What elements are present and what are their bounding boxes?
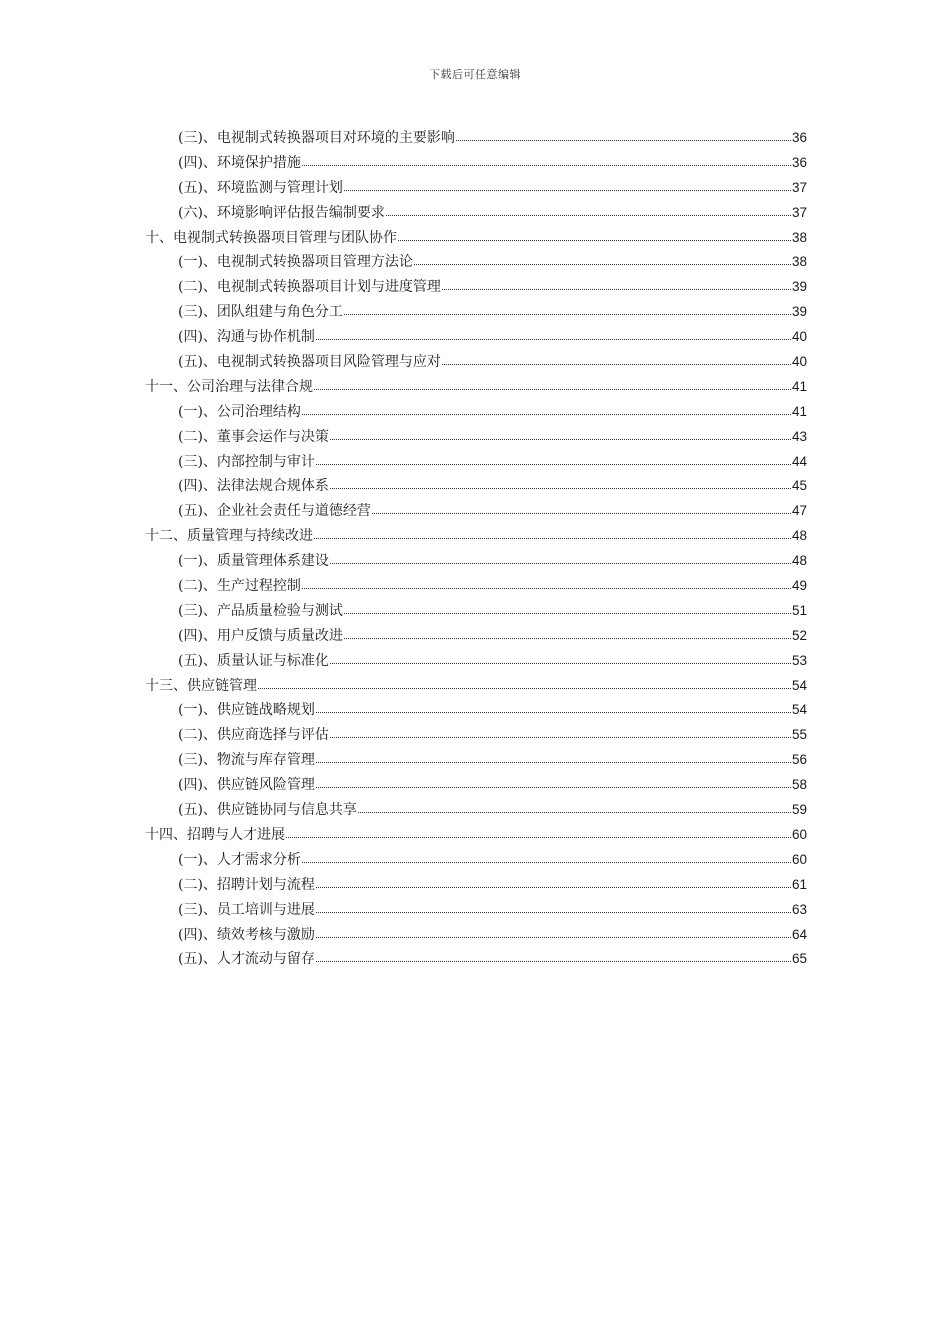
- table-of-contents: [145, 126, 807, 972]
- toc-entry-page-number: 64: [791, 926, 807, 942]
- toc-dot-leader: [302, 402, 791, 416]
- toc-dot-leader: [414, 252, 791, 266]
- toc-entry[interactable]: [145, 275, 807, 300]
- toc-entry-page-number: 55: [791, 727, 807, 743]
- toc-dot-leader: [316, 750, 791, 764]
- toc-entry[interactable]: [145, 574, 807, 599]
- toc-entry-title: (五)、质量认证与标准化: [178, 652, 329, 669]
- toc-entry[interactable]: [145, 226, 807, 251]
- toc-entry-title: 十、电视制式转换器项目管理与团队协作: [145, 229, 397, 246]
- toc-dot-leader: [344, 178, 791, 192]
- toc-entry-title: (三)、团队组建与角色分工: [178, 304, 343, 321]
- toc-entry-title: (三)、员工培训与进展: [178, 901, 315, 918]
- toc-entry-page-number: 36: [791, 130, 807, 145]
- toc-entry-title: (一)、人才需求分析: [178, 851, 301, 868]
- toc-entry-title: (四)、沟通与协作机制: [178, 329, 315, 346]
- toc-entry-page-number: 38: [791, 254, 807, 270]
- toc-entry-page-number: 60: [791, 851, 807, 867]
- toc-entry-title: (二)、董事会运作与决策: [178, 428, 329, 445]
- toc-entry[interactable]: [145, 624, 807, 649]
- toc-dot-leader: [358, 800, 791, 814]
- toc-entry-title: (三)、内部控制与审计: [178, 453, 315, 470]
- toc-entry-page-number: 36: [791, 154, 807, 170]
- toc-entry-title: (一)、公司治理结构: [178, 403, 301, 420]
- toc-entry-page-number: 43: [791, 428, 807, 444]
- toc-entry-title: (二)、生产过程控制: [178, 578, 301, 595]
- toc-entry[interactable]: [145, 499, 807, 524]
- toc-entry[interactable]: [145, 748, 807, 773]
- toc-entry[interactable]: [145, 176, 807, 201]
- toc-dot-leader: [398, 228, 791, 242]
- toc-entry-title: (二)、电视制式转换器项目计划与进度管理: [178, 279, 441, 296]
- toc-entry-title: (一)、供应链战略规划: [178, 702, 315, 719]
- toc-entry-page-number: 44: [791, 453, 807, 469]
- toc-entry-title: (五)、供应链协同与信息共享: [178, 802, 357, 819]
- toc-entry-page-number: 63: [791, 901, 807, 917]
- toc-entry-title: (一)、质量管理体系建设: [178, 553, 329, 570]
- toc-entry-page-number: 52: [791, 627, 807, 643]
- toc-entry[interactable]: [145, 723, 807, 748]
- toc-entry-page-number: 60: [791, 826, 807, 842]
- toc-entry-page-number: 41: [791, 403, 807, 419]
- toc-entry-title: (六)、环境影响评估报告编制要求: [178, 204, 385, 221]
- toc-entry-page-number: 39: [791, 304, 807, 320]
- toc-entry-title: (四)、法律法规合规体系: [178, 478, 329, 495]
- toc-entry[interactable]: [145, 151, 807, 176]
- toc-entry[interactable]: [145, 425, 807, 450]
- toc-dot-leader: [386, 203, 791, 217]
- toc-entry-page-number: 51: [791, 602, 807, 618]
- toc-entry[interactable]: [145, 250, 807, 275]
- toc-entry[interactable]: [145, 201, 807, 226]
- toc-entry-title: (三)、电视制式转换器项目对环境的主要影响: [178, 130, 455, 146]
- toc-entry-page-number: 61: [791, 876, 807, 892]
- toc-entry[interactable]: [145, 947, 807, 972]
- toc-dot-leader: [442, 352, 791, 366]
- toc-entry[interactable]: [145, 698, 807, 723]
- toc-dot-leader: [316, 900, 791, 914]
- toc-dot-leader: [330, 551, 791, 565]
- toc-entry-title: (四)、环境保护措施: [178, 154, 301, 171]
- toc-entry-title: 十四、招聘与人才进展: [145, 826, 285, 843]
- toc-entry[interactable]: [145, 923, 807, 948]
- toc-dot-leader: [442, 277, 791, 291]
- toc-dot-leader: [286, 825, 791, 839]
- toc-dot-leader: [344, 626, 791, 640]
- toc-dot-leader: [316, 700, 791, 714]
- toc-entry-page-number: 41: [791, 378, 807, 394]
- toc-entry-page-number: 54: [791, 677, 807, 693]
- toc-entry-page-number: 48: [791, 553, 807, 569]
- toc-entry-page-number: 39: [791, 279, 807, 295]
- toc-entry[interactable]: [145, 773, 807, 798]
- toc-entry[interactable]: [145, 848, 807, 873]
- toc-entry[interactable]: [145, 549, 807, 574]
- toc-entry[interactable]: [145, 674, 807, 699]
- toc-entry[interactable]: [145, 798, 807, 823]
- toc-entry-title: (二)、供应商选择与评估: [178, 727, 329, 744]
- toc-dot-leader: [258, 676, 791, 690]
- toc-entry-title: (五)、企业社会责任与道德经营: [178, 503, 371, 520]
- toc-entry-page-number: 37: [791, 179, 807, 195]
- toc-dot-leader: [456, 128, 791, 142]
- toc-entry[interactable]: [145, 474, 807, 499]
- toc-entry-page-number: 40: [791, 354, 807, 370]
- toc-entry[interactable]: [145, 300, 807, 325]
- toc-entry[interactable]: [145, 898, 807, 923]
- toc-entry-title: (三)、物流与库存管理: [178, 752, 315, 769]
- toc-entry[interactable]: [145, 599, 807, 624]
- toc-dot-leader: [316, 452, 791, 466]
- toc-entry[interactable]: [145, 649, 807, 674]
- toc-entry[interactable]: [145, 126, 807, 151]
- toc-dot-leader: [316, 775, 791, 789]
- toc-entry-title: (一)、电视制式转换器项目管理方法论: [178, 254, 413, 271]
- toc-entry-page-number: 65: [791, 951, 807, 967]
- toc-entry[interactable]: [145, 350, 807, 375]
- toc-entry-title: 十三、供应链管理: [145, 677, 257, 694]
- toc-dot-leader: [302, 153, 791, 167]
- toc-entry-title: 十一、公司治理与法律合规: [145, 378, 313, 395]
- toc-dot-leader: [316, 949, 791, 963]
- toc-entry[interactable]: [145, 873, 807, 898]
- toc-entry-title: (二)、招聘计划与流程: [178, 876, 315, 893]
- page-header: 下载后可任意编辑: [429, 68, 521, 81]
- toc-entry-title: (五)、人才流动与留存: [178, 951, 315, 968]
- toc-dot-leader: [330, 651, 791, 665]
- toc-entry-page-number: 45: [791, 478, 807, 494]
- toc-entry[interactable]: [145, 823, 807, 848]
- toc-dot-leader: [330, 725, 791, 739]
- toc-dot-leader: [314, 377, 791, 391]
- toc-dot-leader: [372, 501, 791, 515]
- toc-entry-title: (五)、电视制式转换器项目风险管理与应对: [178, 354, 441, 371]
- toc-entry-page-number: 54: [791, 702, 807, 718]
- toc-entry-page-number: 58: [791, 777, 807, 793]
- toc-entry[interactable]: [145, 450, 807, 475]
- toc-entry[interactable]: [145, 400, 807, 425]
- toc-entry-page-number: 53: [791, 652, 807, 668]
- toc-entry-title: (四)、供应链风险管理: [178, 777, 315, 794]
- toc-entry-title: (三)、产品质量检验与测试: [178, 602, 343, 619]
- toc-entry-page-number: 49: [791, 578, 807, 594]
- toc-dot-leader: [302, 850, 791, 864]
- toc-dot-leader: [316, 875, 791, 889]
- toc-dot-leader: [330, 427, 791, 441]
- toc-dot-leader: [344, 601, 791, 615]
- toc-entry[interactable]: [145, 375, 807, 400]
- toc-entry-title: (五)、环境监测与管理计划: [178, 179, 343, 196]
- toc-entry-title: (四)、绩效考核与激励: [178, 926, 315, 943]
- toc-dot-leader: [344, 302, 791, 316]
- toc-dot-leader: [316, 925, 791, 939]
- toc-entry-page-number: 59: [791, 802, 807, 818]
- toc-entry-page-number: 56: [791, 752, 807, 768]
- toc-entry-title: 十二、质量管理与持续改进: [145, 528, 313, 545]
- toc-entry-page-number: 47: [791, 503, 807, 519]
- toc-dot-leader: [330, 476, 791, 490]
- toc-entry-page-number: 37: [791, 204, 807, 220]
- toc-entry-page-number: 40: [791, 329, 807, 345]
- toc-entry[interactable]: [145, 524, 807, 549]
- toc-entry-page-number: 38: [791, 229, 807, 245]
- toc-dot-leader: [316, 327, 791, 341]
- toc-dot-leader: [314, 526, 791, 540]
- toc-entry-page-number: 48: [791, 528, 807, 544]
- toc-dot-leader: [302, 576, 791, 590]
- toc-entry[interactable]: [145, 325, 807, 350]
- toc-entry-title: (四)、用户反馈与质量改进: [178, 627, 343, 644]
